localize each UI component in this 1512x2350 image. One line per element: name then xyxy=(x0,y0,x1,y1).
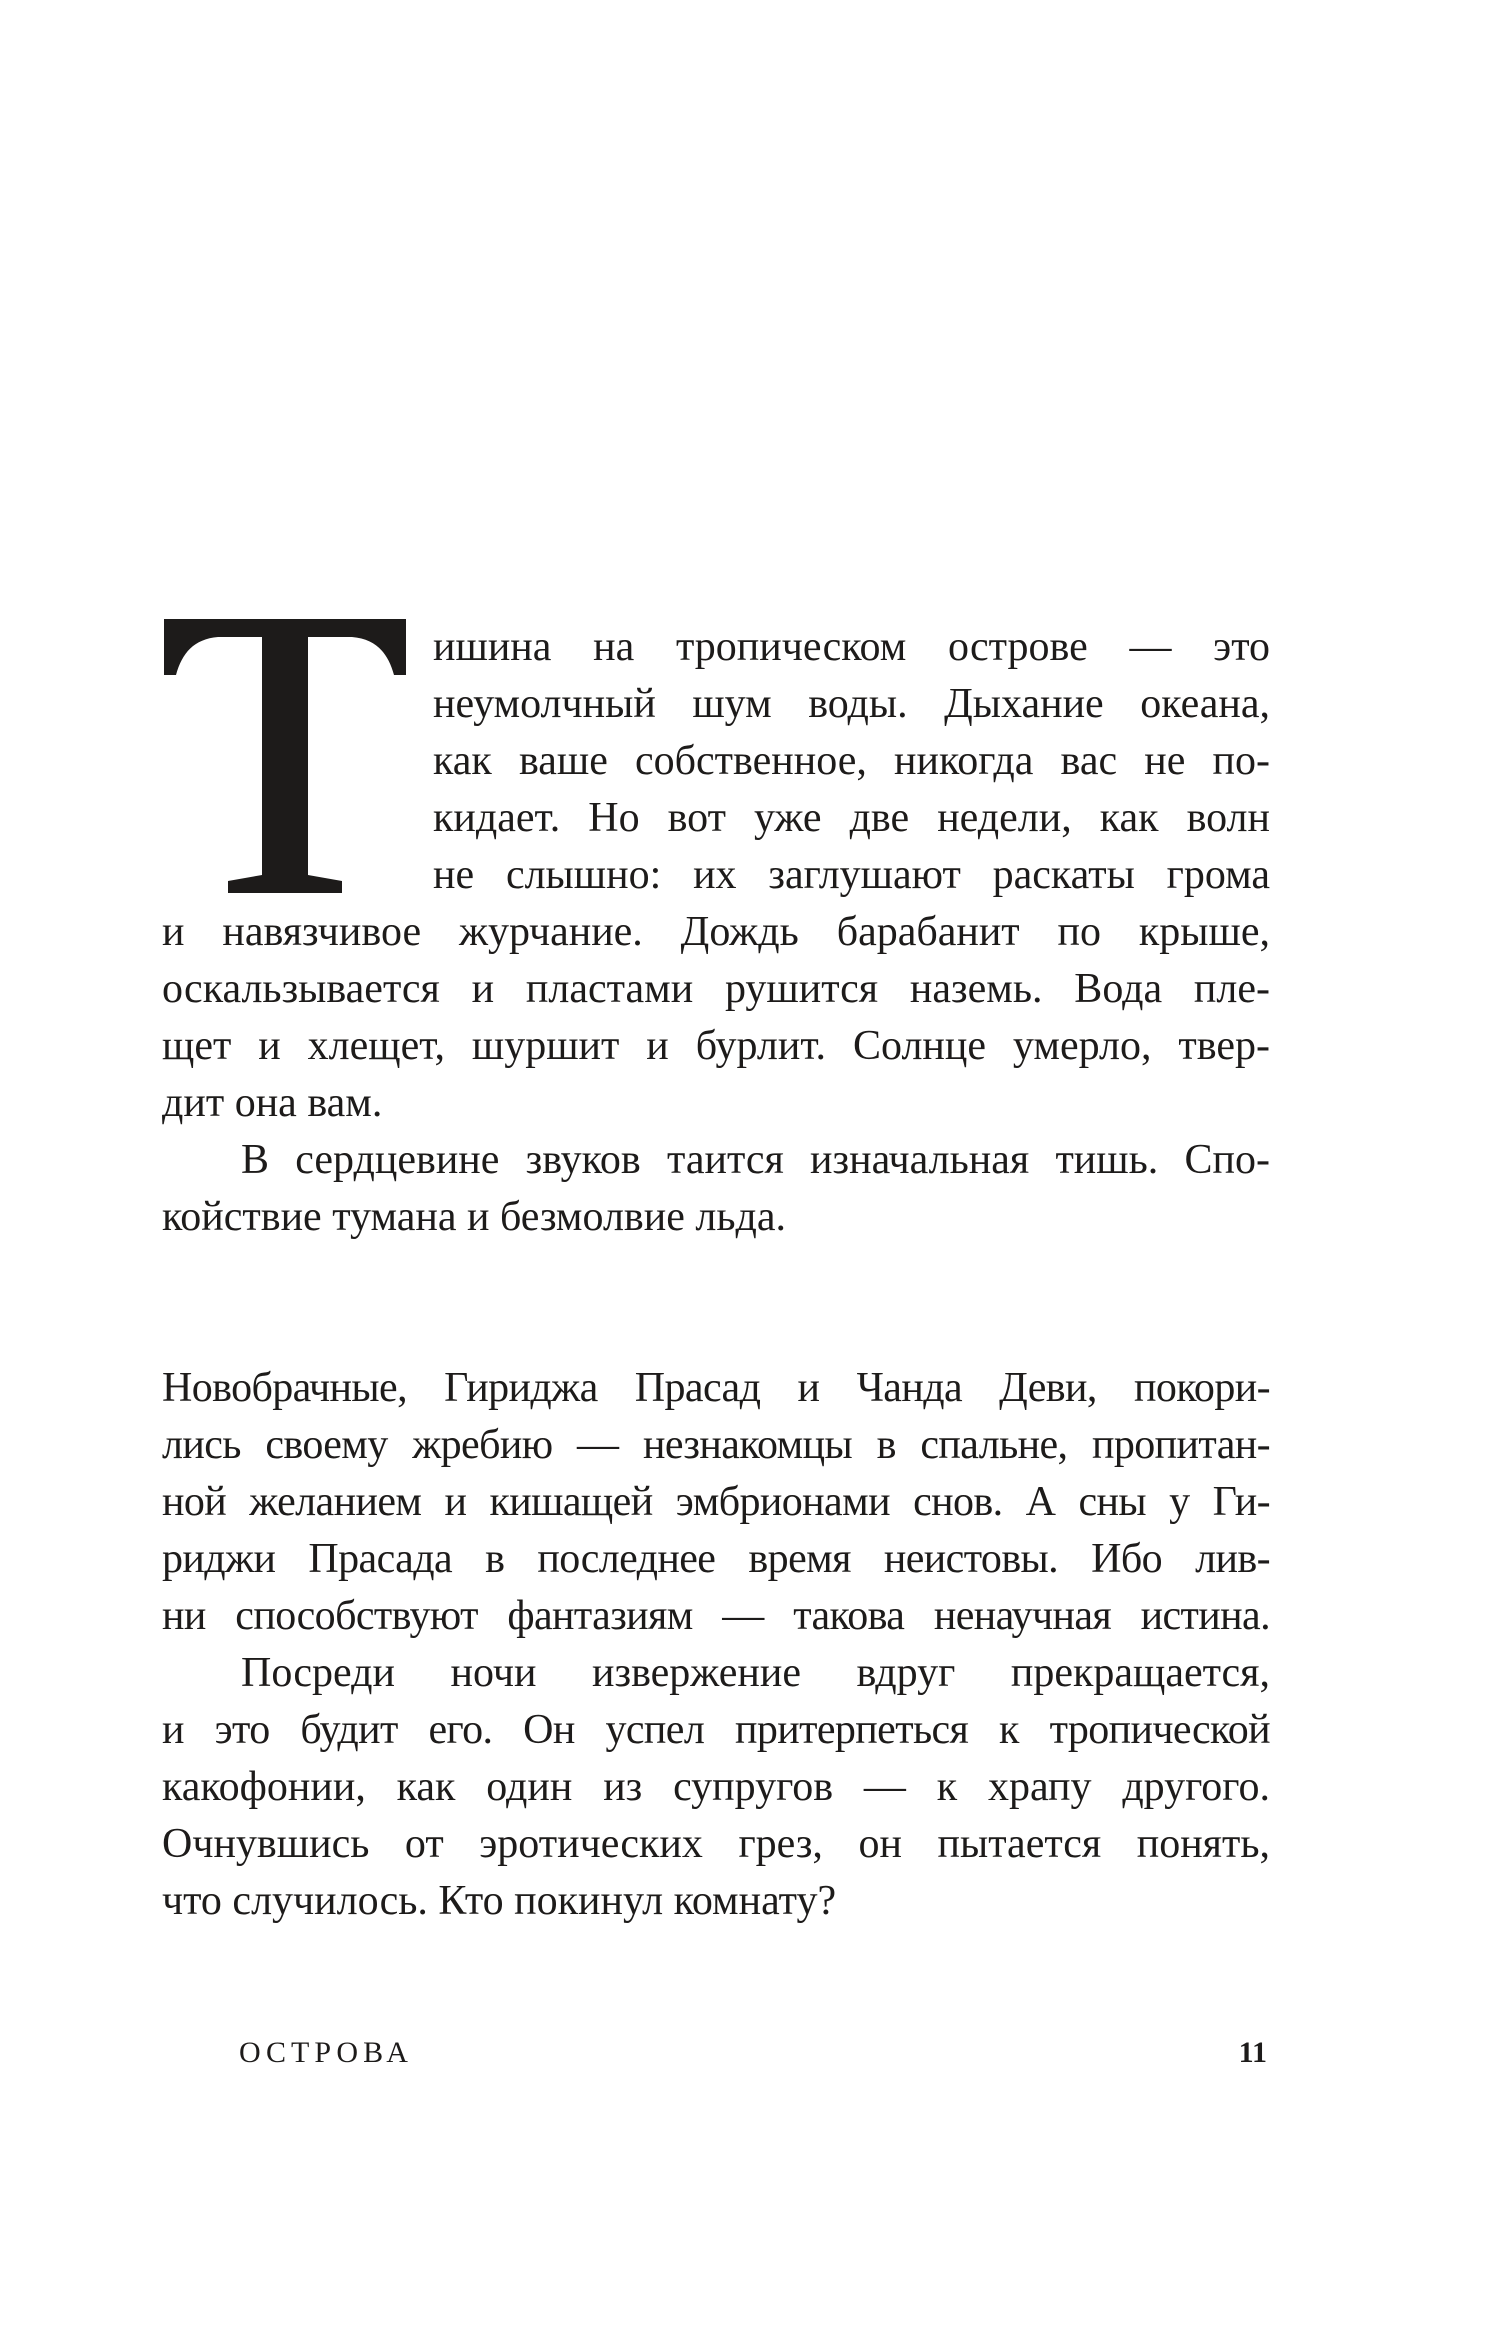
text-line: как ваше собственное, никогда вас не по- xyxy=(433,738,1270,784)
text-line: и навязчивое журчание. Дождь барабанит по крыше, xyxy=(162,909,1270,955)
drop-cap-letter-t xyxy=(162,613,408,893)
text-line: оскальзывается и пластами рушится наземь. Вода пле- xyxy=(162,966,1270,1012)
page-number: 11 xyxy=(1238,2036,1267,2069)
text-line: какофонии, как один из супругов — к храпу другого. xyxy=(162,1764,1270,1810)
text-line: ной желанием и кишащей эмбрионами снов. А сны у Ги- xyxy=(162,1479,1270,1525)
text-line: риджи Прасада в последнее время неистовы. Ибо лив- xyxy=(162,1536,1270,1582)
text-line: койствие тумана и безмолвие льда. xyxy=(162,1194,786,1240)
text-line: Посреди ночи извержение вдруг прекращается, xyxy=(241,1650,1270,1696)
text-line: щет и хлещет, шуршит и бурлит. Солнце умерло, твер- xyxy=(162,1023,1270,1069)
text-line: кидает. Но вот уже две недели, как волн xyxy=(433,795,1270,841)
text-line: что случилось. Кто покинул комнату? xyxy=(162,1878,837,1924)
text-line: ни способствуют фантазиям — такова ненаучная истина. xyxy=(162,1593,1270,1639)
text-line: Очнувшись от эротических грез, он пытается понять, xyxy=(162,1821,1270,1867)
text-line: и это будит его. Он успел притерпеться к тропической xyxy=(162,1707,1270,1753)
running-head: ОСТРОВА xyxy=(239,2036,413,2069)
text-line: неумолчный шум воды. Дыхание океана, xyxy=(433,681,1270,727)
text-line: не слышно: их заглушают раскаты грома xyxy=(433,852,1270,898)
text-line: дит она вам. xyxy=(162,1080,383,1126)
text-line: ишина на тропическом острове — это xyxy=(433,624,1270,670)
text-line: лись своему жребию — незнакомцы в спальне, пропитан- xyxy=(162,1422,1270,1468)
text-line: Новобрачные, Гириджа Прасад и Чанда Деви, покори- xyxy=(162,1365,1270,1411)
text-line: В сердцевине звуков таится изначальная тишь. Спо- xyxy=(241,1137,1270,1183)
